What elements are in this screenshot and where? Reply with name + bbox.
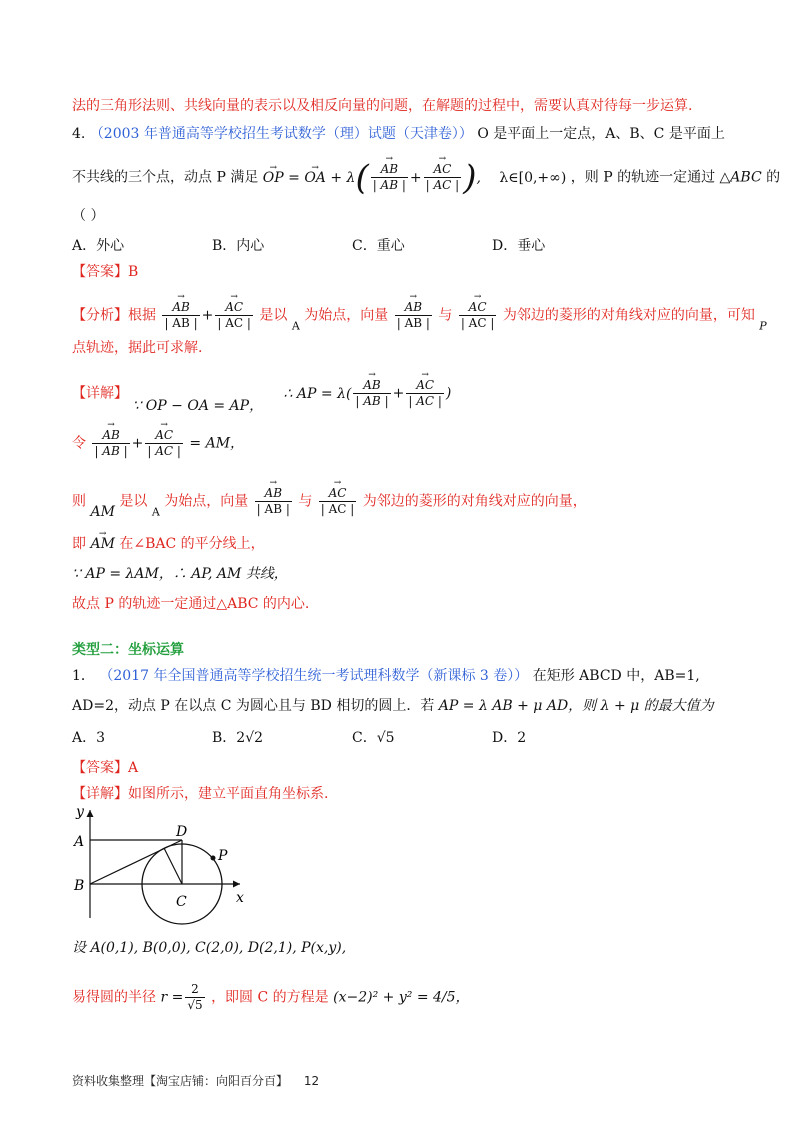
- q4-paren-blank: （ ）: [72, 208, 105, 224]
- label-a: A: [74, 834, 85, 850]
- q1-radius-b: ，即圆 C 的方程是: [211, 989, 329, 1006]
- q4-then-5: 为邻边的菱形的对角线对应的向量，: [362, 493, 587, 510]
- q1-option-c: C．√5: [352, 730, 395, 746]
- q4-that-is: 即: [72, 536, 86, 552]
- q4-analysis-end: 点轨迹，据此可求解.: [72, 340, 203, 356]
- q4-then-line: 则 AM 是以 $_A$ 为始点，向量 → $\frac{AB}{| AB |}$ 与 → $\frac{AC}{| AC |}$ 为邻边的菱形的对角线对应的向量，: [72, 486, 587, 523]
- q4-detail-1: ∵ OP − OA = AP，: [132, 397, 264, 414]
- q1-number: 1．: [72, 668, 95, 684]
- label-c: C: [176, 894, 187, 910]
- q4-stem-2b: ，则 P 的轨迹一定通过: [570, 169, 716, 186]
- q1-option-a: A．3: [72, 730, 106, 746]
- q1-option-d: D．2: [492, 730, 527, 746]
- q1-detail: 【详解】如图所示，建立平面直角坐标系.: [72, 786, 329, 802]
- q4-analysis-1: 是以: [259, 307, 288, 324]
- q4-stem-2c: 的: [766, 169, 781, 186]
- q4-conclusion: 故点 P 的轨迹一定通过△ABC 的内心.: [72, 596, 310, 612]
- q4-formula: → OP = → OA + λ( → $\frac{AB}{| AB |}$ + → $\frac{AC}{| AC |}$ ),: [263, 170, 486, 186]
- q4-detail-label: 【详解】: [72, 385, 128, 402]
- intro-line: 法的三角形法则、共线向量的表示以及相反向量的问题，在解题的过程中，需要认真对待每一步运算.: [72, 98, 693, 114]
- q1-radius-a: 易得圆的半径: [72, 989, 156, 1006]
- q4-let-label: 令: [72, 435, 86, 452]
- q4-then-2: 是以: [119, 493, 148, 510]
- label-b: B: [74, 878, 85, 894]
- q4-then-4: 与: [298, 493, 313, 510]
- q4-option-a: A．外心: [72, 238, 125, 254]
- q4-detail-2: ∴ AP = λ(: [283, 385, 352, 402]
- radius-segment: [164, 848, 182, 884]
- q1-source: （2017 年全国普通高等学校招生统一考试理科数学（新课标 3 卷））: [99, 668, 529, 684]
- q1-stem-2b: AP = λ AB + μ AD，则 λ + μ 的最大值为: [438, 698, 714, 714]
- q4-option-c: C．重心: [352, 238, 405, 254]
- document-page: [72, 0, 781, 1132]
- q4-analysis-2: 为始点，向量: [304, 307, 389, 324]
- q1-answer: 【答案】A: [72, 760, 139, 776]
- q1-radius-eq: (x−2)² + y² = 4/5，: [333, 989, 470, 1006]
- footer: [72, 1072, 319, 1089]
- page-number: 12: [303, 1074, 320, 1088]
- q4-then-a: A: [151, 505, 160, 519]
- q4-line-1: [72, 124, 725, 144]
- q4-source: （2003 年普通高等学校招生考试数学（理）试题（天津卷））: [89, 126, 473, 142]
- q4-analysis-3: 与: [438, 307, 453, 324]
- q4-analysis-4: 为邻边的菱形的对角线对应的向量，可知: [502, 307, 755, 324]
- q4-stem-1: O 是平面上一定点，A、B、C 是平面上: [477, 126, 725, 142]
- q1-line-1: [72, 666, 700, 686]
- q4-let-end: = AM，: [189, 435, 245, 452]
- q4-then-3: 为始点，向量: [164, 493, 249, 510]
- q4-lambda-range: λ∈[0,+∞): [499, 169, 567, 186]
- label-y: y: [76, 806, 84, 820]
- q4-then-1: 则: [72, 493, 86, 510]
- q4-analysis-label: 【分析】根据: [72, 307, 156, 324]
- q1-stem-1: 在矩形 ABCD 中，AB=1,: [532, 668, 700, 684]
- q1-stem-2: AD=2，动点 P 在以点 C 为圆心且与 BD 相切的圆上．若: [72, 698, 435, 714]
- q4-triangle: △ABC: [719, 169, 762, 186]
- q4-detail-line-1: 【详解】 ∵ OP − OA = AP， ∴ AP = λ( → $\frac{AB}{| AB |}$ + → $\frac{AC}{| AC |}$ ): [72, 378, 451, 409]
- label-x: x: [236, 890, 244, 906]
- q4-analysis: 【分析】根据 → $\frac{AB}{| AB |}$ + → $\frac{AC}{| AC |}$ 是以 $_A$ 为始点，向量 → $\frac{AB}{| AB |}$ 与 → $\frac{AC}{| AC |}$ 为邻边的菱形的对角线对应的向量，可知 $_P$: [72, 300, 767, 337]
- label-d: D: [176, 824, 188, 840]
- q4-because: ∵ AP = λAM，∴ AP, AM 共线，: [72, 566, 288, 582]
- q4-let-line: 令 → $\frac{AB}{| AB |}$ + → $\frac{AC}{| AC |}$ = AM，: [72, 428, 244, 459]
- q4-that-is-2: 在∠BAC 的平分线上，: [119, 536, 265, 552]
- q4-that-is-line: 即 → AM 在∠BAC 的平分线上，: [72, 534, 265, 554]
- q1-option-b: B．2√2: [212, 730, 264, 746]
- label-p: P: [218, 848, 228, 864]
- q4-number: 4.: [72, 126, 86, 142]
- footer-text: 资料收集整理【淘宝店铺：向阳百分百】: [72, 1074, 289, 1088]
- geometry-figure: [72, 806, 272, 926]
- q1-radius-line: 易得圆的半径 r = $\frac{2}{√5}$ ，即圆 C 的方程是 (x−2)² + y² = 4/5，: [72, 982, 470, 1012]
- q4-then-am: AM: [90, 503, 115, 520]
- q1-line-2: [72, 696, 714, 716]
- q4-analysis-a: A: [291, 319, 300, 333]
- q4-analysis-p: P: [759, 319, 767, 333]
- q1-coords: 设 A(0,1), B(0,0), C(2,0), D(2,1), P(x,y),: [72, 940, 347, 956]
- q4-line-2: [72, 157, 781, 198]
- q4-option-d: D．垂心: [492, 238, 546, 254]
- point-p: [211, 856, 216, 861]
- q4-option-b: B．内心: [212, 238, 265, 254]
- q4-answer: 【答案】B: [72, 264, 139, 280]
- section-title: 类型二：坐标运算: [72, 642, 184, 658]
- q4-stem-2a: 不共线的三个点，动点 P 满足: [72, 169, 259, 186]
